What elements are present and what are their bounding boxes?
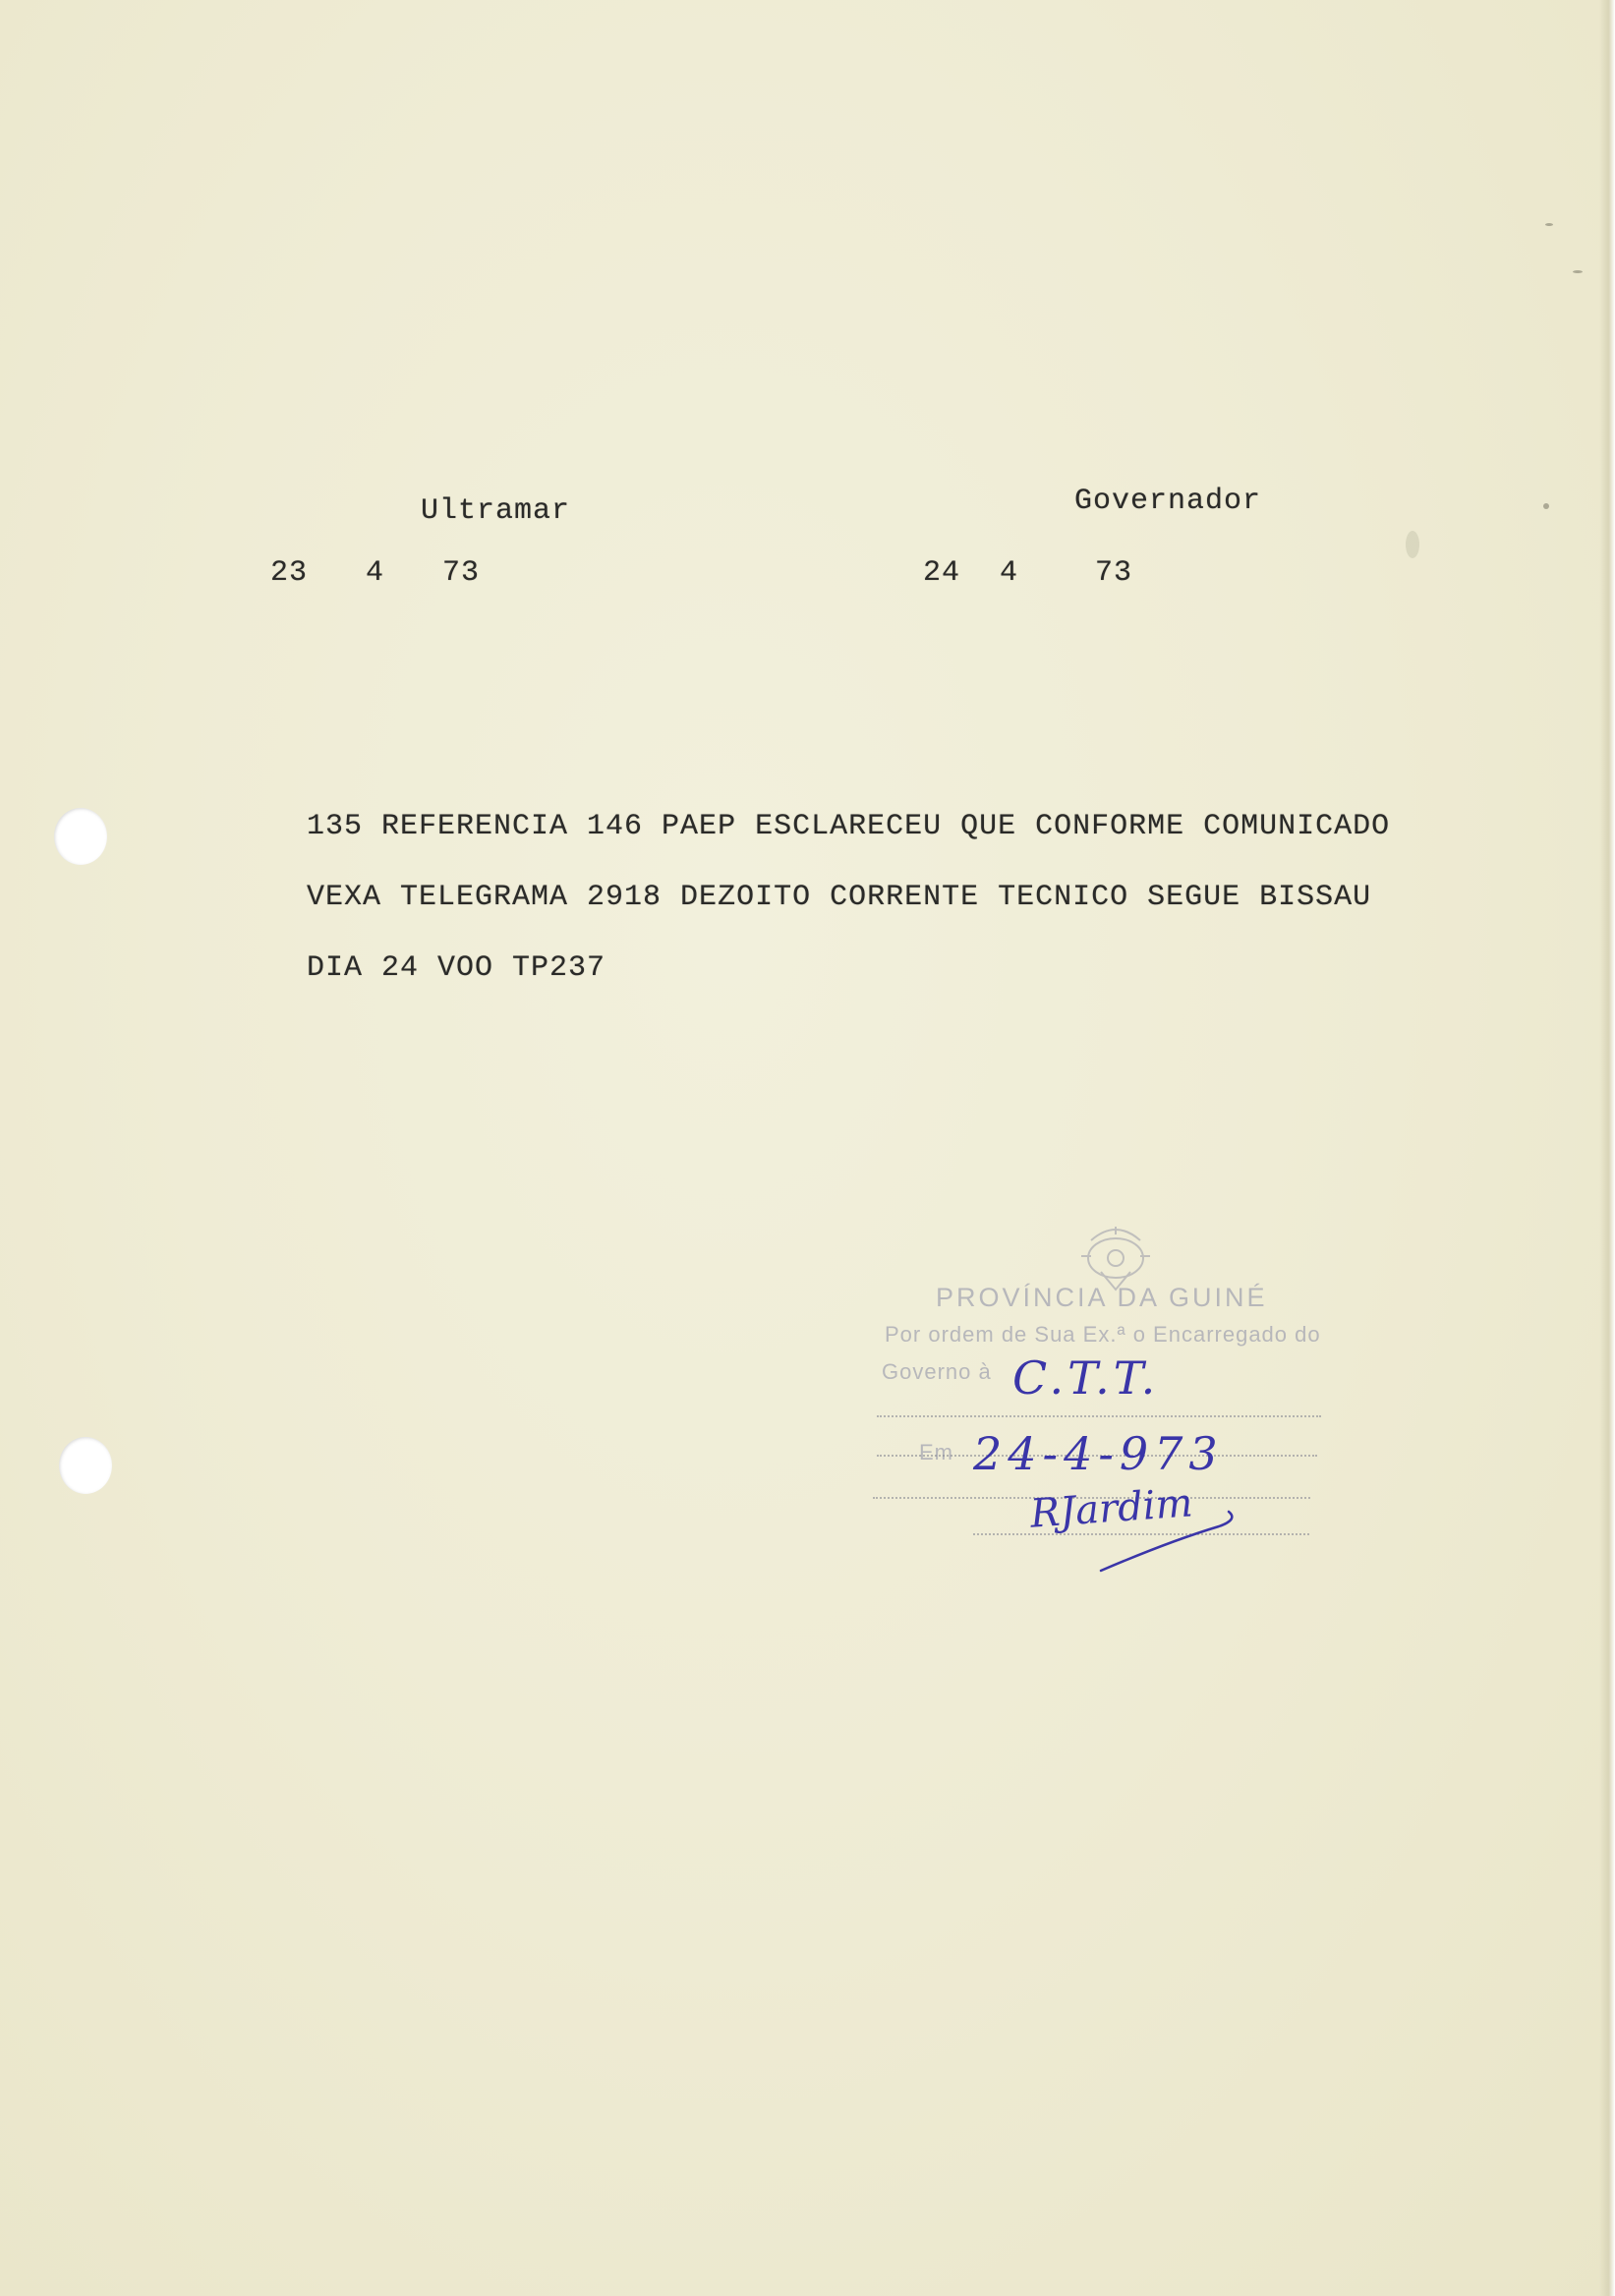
- punch-hole-top: [54, 808, 107, 865]
- message-line: 135 REFERENCIA 146 PAEP ESCLARECEU QUE CONFORME COMUNICADO: [307, 810, 1391, 843]
- origin-date-day: 23: [270, 556, 309, 590]
- stamp-line-em: Em: [919, 1440, 953, 1464]
- handwritten-signature: RJardim: [1028, 1480, 1194, 1537]
- origin-date-year: 73: [442, 556, 481, 590]
- destination-date-day: 24: [923, 556, 961, 590]
- paper-edge: [1599, 0, 1615, 2296]
- stamp-title: PROVÍNCIA DA GUINÉ: [936, 1283, 1268, 1312]
- origin-label: Ultramar: [421, 494, 571, 528]
- stamp-line-order: Por ordem de Sua Ex.ª o Encarregado do: [885, 1322, 1321, 1347]
- paper-speck: [1406, 531, 1419, 558]
- destination-label: Governador: [1074, 485, 1262, 518]
- punch-hole-bottom: [59, 1437, 112, 1494]
- message-line: DIA 24 VOO TP237: [307, 951, 606, 985]
- message-line: VEXA TELEGRAMA 2918 DEZOITO CORRENTE TECNICO SEGUE BISSAU: [307, 881, 1372, 914]
- signature-flourish: [1091, 1502, 1288, 1580]
- paper-speck: [1573, 270, 1583, 273]
- handwritten-date: 24-4-973: [973, 1427, 1224, 1480]
- paper-speck: [1543, 503, 1549, 509]
- paper-speck: [1545, 223, 1553, 226]
- stamp-dotted-line: [877, 1415, 1321, 1417]
- stamp-line-governo: Governo à: [882, 1359, 992, 1384]
- destination-date-year: 73: [1095, 556, 1133, 590]
- handwritten-recipient: C.T.T.: [1012, 1351, 1160, 1405]
- origin-date-month: 4: [366, 556, 385, 590]
- destination-date-month: 4: [1000, 556, 1019, 590]
